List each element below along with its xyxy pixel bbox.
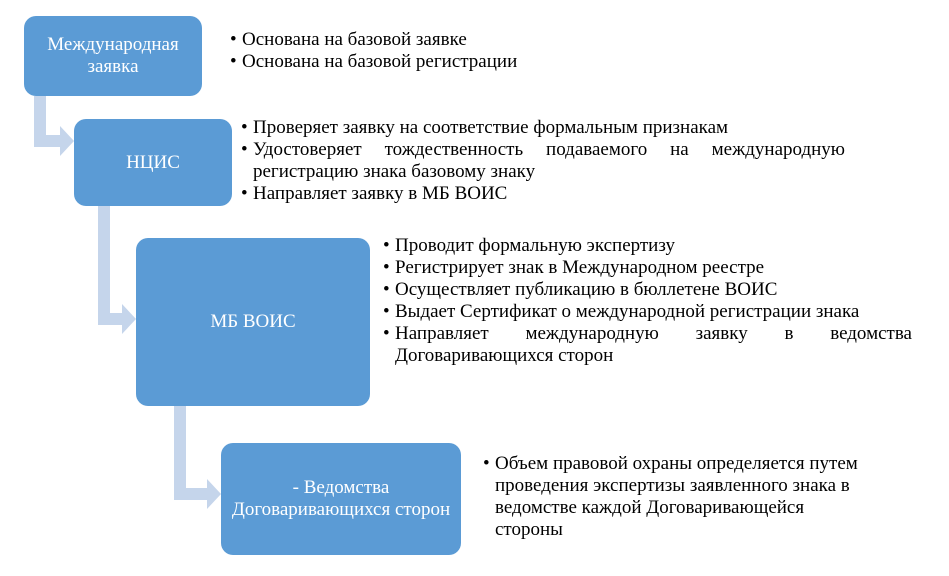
box-wipo-ib (136, 238, 370, 406)
box-label: Международная заявка (47, 34, 179, 77)
list-wipo-ib (383, 235, 912, 367)
list-item: • Направляет заявку в МБ ВОИС (241, 183, 845, 205)
list-item: • Основана на базовой регистрации (230, 51, 600, 73)
list-contracting-parties-offices (483, 453, 863, 541)
list-item: • Осуществляет публикацию в бюллетене ВОИС (383, 279, 912, 301)
box-international-application (24, 16, 202, 96)
list-item: • Выдает Сертификат о международной регистрации знака (383, 301, 912, 323)
box-contracting-parties-offices (221, 443, 461, 555)
list-item: • Удостоверяет тождественность подаваемого на международную регистрацию знака базовому знаку (241, 139, 845, 183)
list-item: • Направляет международную заявку в ведомства Договаривающихся сторон (383, 323, 912, 367)
list-item: • Основана на базовой заявке (230, 29, 600, 51)
connector-1-2 (34, 96, 74, 156)
list-international-application (230, 29, 600, 73)
list-ncis (241, 117, 845, 205)
connector-3-4 (174, 406, 221, 509)
list-item: • Проверяет заявку на соответствие формальным признакам (241, 117, 845, 139)
connector-2-3 (98, 206, 136, 334)
box-ncis (74, 119, 232, 206)
list-item: • Проводит формальную экспертизу (383, 235, 912, 257)
list-item: • Объем правовой охраны определяется путем проведения экспертизы заявленного знака в ведомстве каждой Договаривающейся стороны (483, 453, 863, 541)
list-item: • Регистрирует знак в Международном реестре (383, 257, 912, 279)
box-label: - Ведомства Договаривающихся сторон (231, 477, 451, 520)
box-label: НЦИС (126, 151, 180, 173)
box-label: МБ ВОИС (210, 311, 296, 332)
